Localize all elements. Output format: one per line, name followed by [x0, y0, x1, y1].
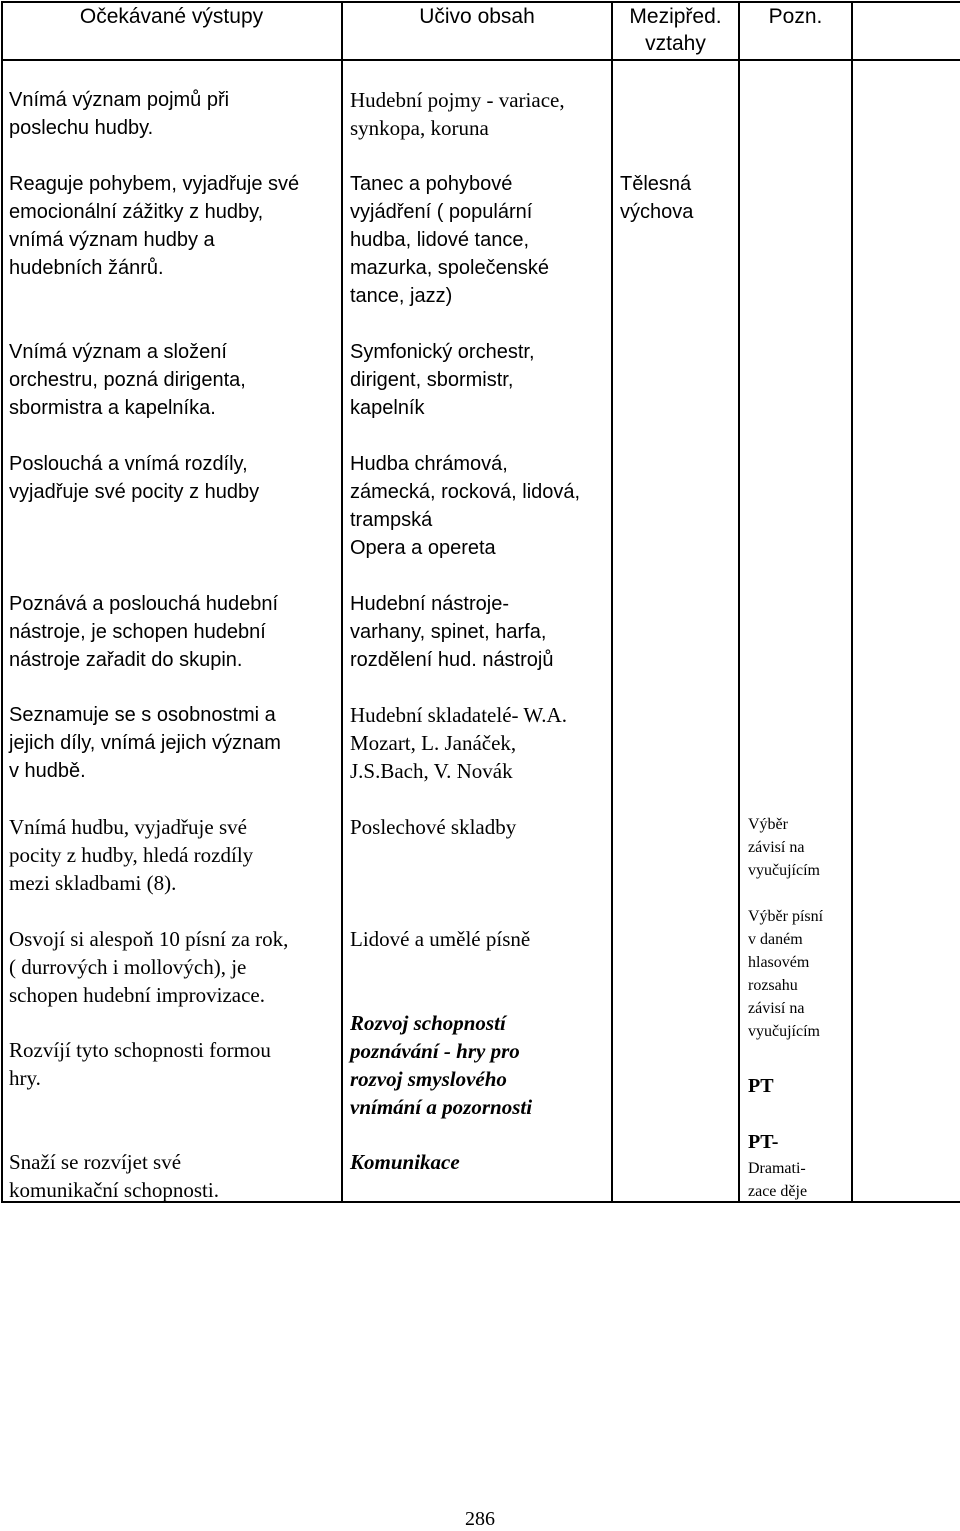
- content-cell: Poslechové skladby: [350, 815, 517, 839]
- header-relations: Mezipřed. vztahy: [629, 5, 722, 55]
- outcome-cell: Vnímá význam pojmů při poslechu hudby.: [9, 89, 230, 139]
- outcome-cell: Poznává a poslouchá hudební nástroje, je schopen hudební nástroje zařadit do skupin.: [9, 593, 279, 671]
- header-outcomes: Očekávané výstupy: [79, 5, 264, 28]
- relation-cell: Tělesná výchova: [620, 173, 694, 223]
- content-cell: Hudební pojmy - variace, synkopa, koruna: [350, 88, 565, 140]
- outcome-cell: Seznamuje se s osobnostmi a jejich díly, vnímá jejich význam v hudbě.: [9, 704, 281, 782]
- outcome-cell: Vnímá hudbu, vyjadřuje své pocity z hudby, hledá rozdíly mezi skladbami (8).: [9, 815, 254, 895]
- outcome-cell: Reaguje pohybem, vyjadřuje své emocionální zážitky z hudby, vnímá význam hudby a hudebních žánrů.: [9, 173, 300, 279]
- header-notes: Pozn.: [768, 5, 823, 28]
- content-cell: Lidové a umělé písně: [350, 927, 531, 951]
- content-cell: Komunikace: [350, 1150, 460, 1174]
- content-cell: Hudba chrámová, zámecká, rocková, lidová, trampská Opera a opereta: [350, 453, 581, 559]
- column-border: [611, 1, 613, 1203]
- content-cell: Hudební nástroje- varhany, spinet, harfa, rozdělení hud. nástrojů: [350, 593, 554, 671]
- note-cell: Dramati- zace děje: [748, 1160, 808, 1200]
- content-cell: Hudební skladatelé- W.A. Mozart, L. Janáček, J.S.Bach, V. Novák: [350, 703, 567, 783]
- note-cell: Výběr písní v daném hlasovém rozsahu závisí na vyučujícím: [748, 908, 824, 1040]
- page-number: 286: [465, 1508, 495, 1530]
- outcome-cell: Vnímá význam a složení orchestru, pozná dirigenta, sbormistra a kapelníka.: [9, 341, 246, 419]
- header-bottom-border: [1, 59, 960, 61]
- outcome-cell: Poslouchá a vnímá rozdíly, vyjadřuje své pocity z hudby: [9, 453, 260, 503]
- outcome-cell: Osvojí si alespoň 10 písní za rok, ( durrových i mollových), je schopen hudební improvizace.: [9, 927, 289, 1007]
- column-border: [1, 1, 3, 1203]
- note-cell: Výběr závisí na vyučujícím: [748, 816, 820, 879]
- column-border: [341, 1, 343, 1203]
- note-cell: PT: [748, 1075, 774, 1097]
- note-cell: PT-: [748, 1131, 779, 1153]
- column-border: [851, 1, 853, 1203]
- content-cell: Tanec a pohybové vyjádření ( populární hudba, lidové tance, mazurka, společenské tance, jazz): [350, 173, 549, 307]
- column-border: [738, 1, 740, 1203]
- outcome-cell: Rozvíjí tyto schopnosti formou hry.: [9, 1038, 271, 1090]
- content-cell: Rozvoj schopností poznávání - hry pro rozvoj smyslového vnímání a pozornosti: [350, 1011, 533, 1119]
- content-cell: Symfonický orchestr, dirigent, sbormistr, kapelník: [350, 341, 535, 419]
- outcome-cell: Snaží se rozvíjet své komunikační schopnosti.: [9, 1150, 219, 1202]
- header-content: Učivo obsah: [419, 5, 535, 28]
